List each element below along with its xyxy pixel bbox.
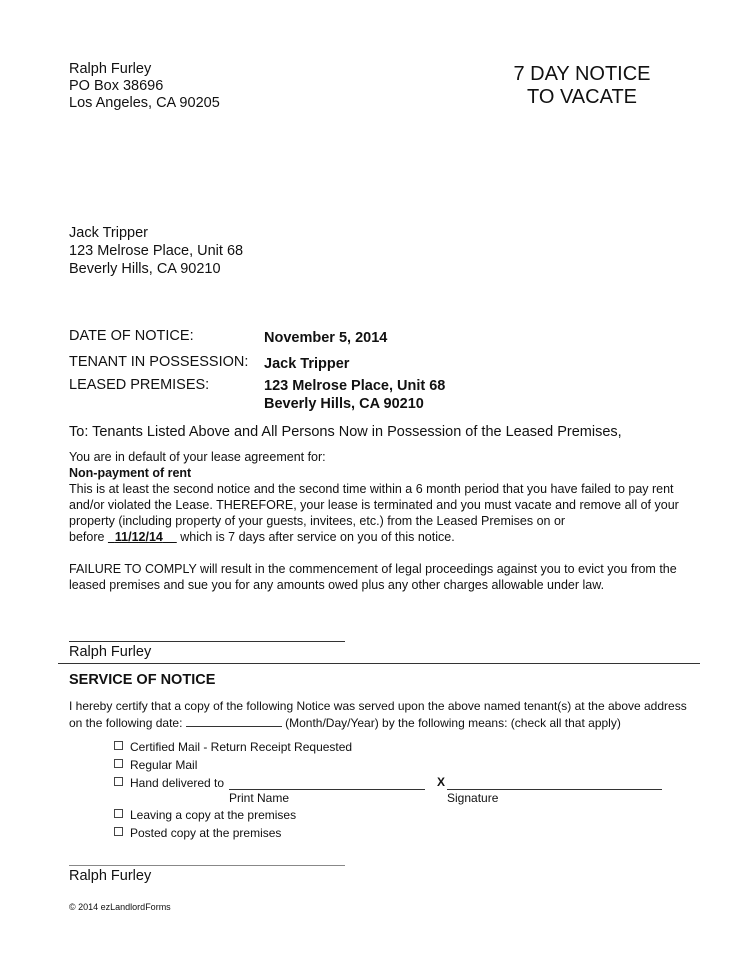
premises-line2: Beverly Hills, CA 90210 [264, 396, 424, 412]
sender-address-line2: Los Angeles, CA 90205 [69, 95, 220, 111]
checkbox-icon[interactable] [114, 809, 123, 818]
sender-name: Ralph Furley [69, 61, 152, 77]
option-hand-delivered[interactable]: Hand delivered to [114, 775, 224, 791]
signature-mark: X [437, 775, 446, 789]
service-date-field[interactable] [186, 714, 282, 727]
sender-address-line1: PO Box 38696 [69, 78, 164, 94]
failure-paragraph: FAILURE TO COMPLY will result in the commencement of legal proceedings against you to evict you from the leased premises and sue you for any amounts owed plus any other charges allowable under law. [69, 562, 677, 592]
signature-label: Signature [447, 791, 499, 805]
default-intro: You are in default of your lease agreement for: [69, 450, 326, 464]
tenant-value: Jack Tripper [264, 356, 350, 372]
notice-main-text: This is at least the second notice and the second time within a 6 month period that you have failed to pay rent and/or violated the Lease. THEREFORE, your lease is terminated and you must vacate and remove all of your property (including property of your guests, invitees, etc.) from the Leased Premises on or before [69, 482, 679, 544]
tenant-label: TENANT IN POSSESSION: [69, 354, 249, 370]
section-divider [58, 663, 700, 664]
recipient-address [69, 224, 243, 278]
checkbox-icon[interactable] [114, 741, 123, 750]
option-posted-copy[interactable]: Posted copy at the premises [114, 825, 281, 841]
vacate-date: 11/12/14 [114, 530, 163, 544]
landlord-signature-name: Ralph Furley [69, 644, 152, 660]
option-leaving-copy[interactable]: Leaving a copy at the premises [114, 807, 296, 823]
service-certify-text: I hereby certify that a copy of the following Notice was served upon the above named tenant(s) at the above address on the following date: (Month/Day/Year) by the following means: (check all that apply) [69, 699, 687, 730]
premises-line1: 123 Melrose Place, Unit 68 [264, 378, 446, 394]
option-certified-mail[interactable]: Certified Mail - Return Receipt Requested [114, 739, 352, 755]
premises-label: LEASED PREMISES: [69, 377, 210, 393]
print-name-label: Print Name [229, 791, 290, 805]
recipient-address-line1: 123 Melrose Place, Unit 68 [69, 243, 244, 259]
service-title: SERVICE OF NOTICE [69, 672, 216, 688]
document-title [470, 63, 694, 109]
recipient-name: Jack Tripper [69, 225, 148, 241]
premises-value [264, 377, 445, 413]
option-regular-mail[interactable]: Regular Mail [114, 757, 197, 773]
salutation: To: Tenants Listed Above and All Persons Now in Possession of the Leased Premises, [69, 424, 622, 440]
sender-address [69, 61, 220, 112]
checkbox-icon[interactable] [114, 827, 123, 836]
notice-text [69, 481, 689, 545]
recipient-address-line2: Beverly Hills, CA 90210 [69, 261, 221, 277]
date-of-notice-value: November 5, 2014 [264, 330, 388, 346]
notice-tail-text: which is 7 days after service on you of this notice. [180, 530, 455, 544]
copyright-footer: © 2014 ezLandlordForms [69, 902, 171, 912]
title-line2: TO VACATE [526, 86, 638, 108]
date-of-notice-label: DATE OF NOTICE: [69, 328, 194, 344]
default-reason: Non-payment of rent [69, 466, 192, 480]
checkbox-icon[interactable] [114, 759, 123, 768]
server-signature-line[interactable] [69, 865, 345, 866]
default-paragraph [69, 449, 689, 545]
server-signature-name: Ralph Furley [69, 868, 152, 884]
print-name-field[interactable] [229, 789, 425, 790]
signature-field[interactable] [447, 789, 662, 790]
landlord-signature-line[interactable] [69, 641, 345, 642]
checkbox-icon[interactable] [114, 777, 123, 786]
title-line1: 7 DAY NOTICE [513, 63, 651, 85]
